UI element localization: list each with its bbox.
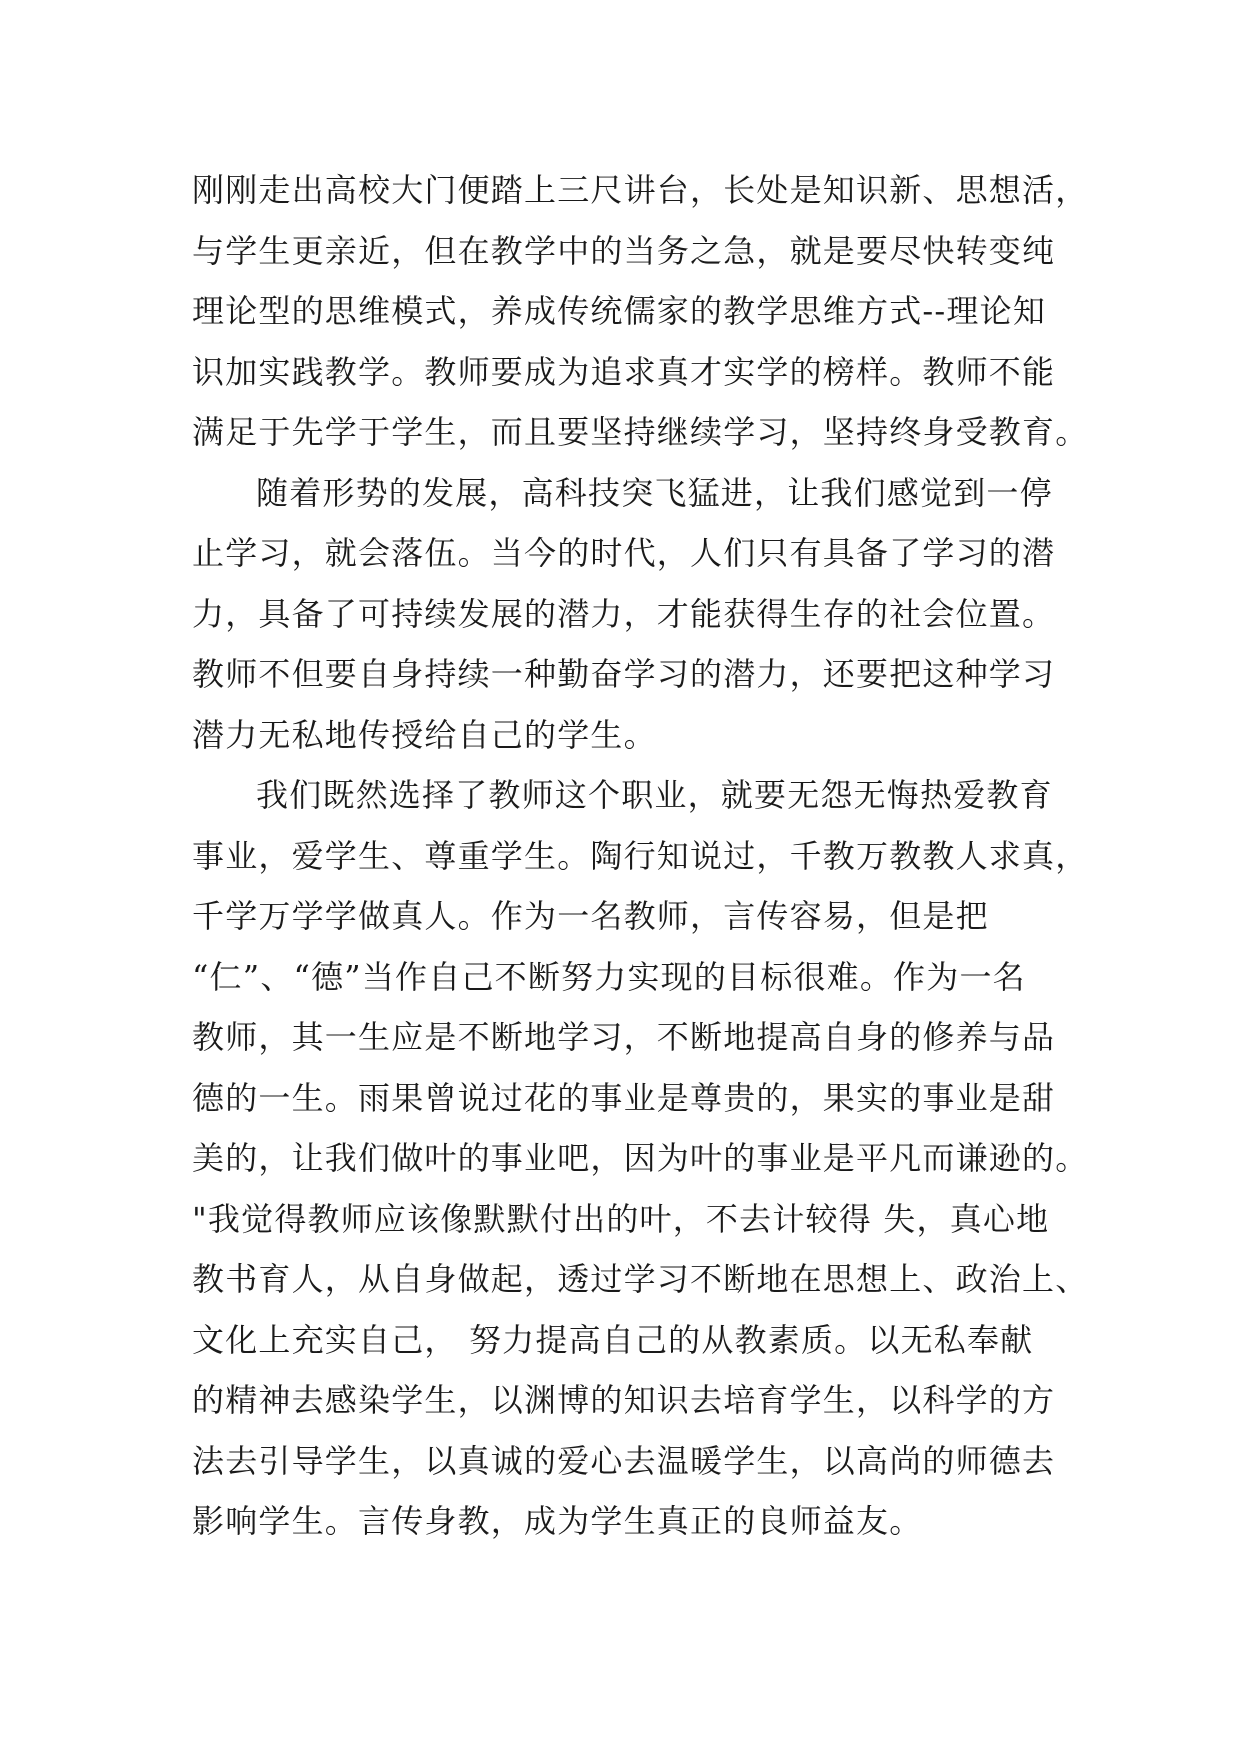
text-line: 教师，其一生应是不断地学习，不断地提高自身的修养与品	[192, 1018, 1056, 1056]
text-line: “仁”、“德”当作自己不断努力实现的目标很难。作为一名	[192, 957, 1026, 996]
text-line: 刚刚走出高校大门便踏上三尺讲台，长处是知识新、思想活，	[192, 171, 1089, 209]
body-text	[192, 160, 1089, 1552]
text-line: 理论型的思维模式，养成传统儒家的教学思维方式--理论知	[192, 292, 1047, 330]
text-line: 识加实践教学。教师要成为追求真才实学的榜样。教师不能	[192, 352, 1056, 391]
paragraph-first-line: 随着形势的发展，高科技突飞猛进，让我们感觉到一停	[256, 473, 1053, 512]
text-line: 教书育人，从自身做起，透过学习不断地在思想上、政治上、	[192, 1260, 1089, 1298]
text-line: 教师不但要自身持续一种勤奋学习的潜力，还要把这种学习	[192, 655, 1056, 693]
text-line: 法去引导学生，以真诚的爱心去温暖学生，以高尚的师德去	[192, 1441, 1056, 1480]
text-line: 事业，爱学生、尊重学生。陶行知说过，千教万教教人求真，	[192, 836, 1089, 875]
paragraph-first-line: 我们既然选择了教师这个职业，就要无怨无悔热爱教育	[256, 776, 1053, 814]
text-line: 影响学生。言传身教，成为学生真正的良师益友。	[192, 1502, 923, 1540]
text-line: "我觉得教师应该像默默付出的叶，不去计较得 失，真心地	[192, 1199, 1050, 1238]
text-line: 的精神去感染学生，以渊博的知识去培育学生，以科学的方	[192, 1381, 1056, 1419]
text-line: 止学习，就会落伍。当今的时代，人们只有具备了学习的潜	[192, 534, 1056, 572]
text-line: 德的一生。雨果曾说过花的事业是尊贵的，果实的事业是甜	[192, 1078, 1056, 1117]
text-line: 力，具备了可持续发展的潜力，才能获得生存的社会位置。	[192, 594, 1056, 633]
text-line: 文化上充实自己， 努力提高自己的从教素质。以无私奉献	[192, 1320, 1034, 1359]
text-line: 美的，让我们做叶的事业吧，因为叶的事业是平凡而谦逊的。	[192, 1139, 1089, 1177]
text-line: 与学生更亲近，但在教学中的当务之急，就是要尽快转变纯	[192, 231, 1056, 270]
text-line: 满足于先学于学生，而且要坚持继续学习，坚持终身受教育。	[192, 413, 1089, 451]
text-line: 潜力无私地传授给自己的学生。	[192, 715, 657, 754]
text-line: 千学万学学做真人。作为一名教师，言传容易，但是把	[192, 897, 989, 935]
